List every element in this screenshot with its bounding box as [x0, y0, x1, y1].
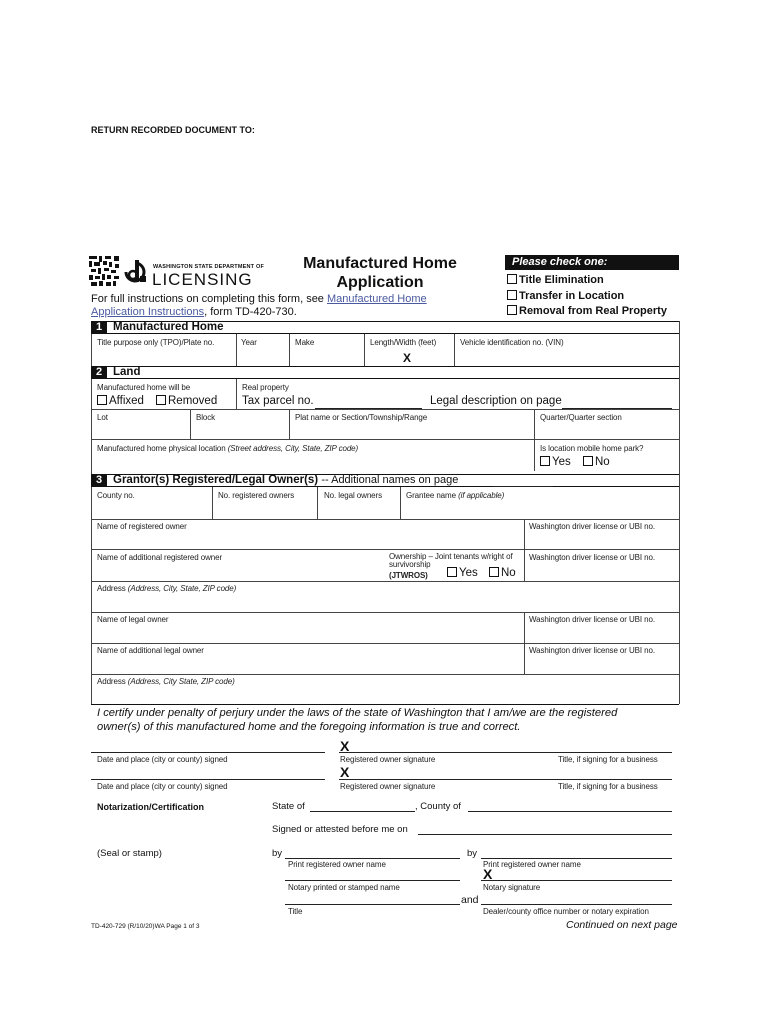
section1-title: Manufactured Home: [113, 321, 224, 333]
divider: [190, 409, 191, 439]
return-label: RETURN RECORDED DOCUMENT TO:: [91, 125, 255, 135]
agency-line2: LICENSING: [152, 270, 253, 289]
instructions-link1[interactable]: Manufactured Home: [326, 293, 427, 305]
date-place-line-2[interactable]: [91, 779, 325, 780]
field-length-width[interactable]: Length/Width (feet): [370, 338, 437, 347]
removed-label: Removed: [168, 395, 218, 407]
date-place-line-1[interactable]: [91, 752, 325, 753]
checkbox[interactable]: [489, 567, 499, 577]
checkbox[interactable]: [583, 456, 593, 466]
divider: [289, 409, 290, 439]
field-vin[interactable]: Vehicle identification no. (VIN): [460, 338, 564, 347]
certify-statement: I certify under penalty of perjury under the laws of the state of Washington that I am/we are the registered owner(s) of this manufactured home and the foregoing information is true and correct.: [97, 707, 618, 733]
address2-label: Address: [97, 677, 126, 686]
field-make[interactable]: Make: [295, 338, 315, 347]
jtwros-yes[interactable]: [447, 567, 478, 579]
print-name-line-1[interactable]: [285, 858, 460, 859]
divider: [91, 439, 679, 440]
county-field[interactable]: County no.: [97, 491, 135, 500]
form-id: TD-420-729 (R/10/20)WA Page 1 of 3: [91, 923, 200, 930]
by-label-1: by: [272, 848, 283, 859]
option-label: Transfer in Location: [519, 289, 625, 302]
option-removal-property[interactable]: [507, 304, 667, 320]
plat-field[interactable]: Plat name or Section/Township/Range: [295, 413, 428, 422]
instructions: [91, 293, 461, 319]
page-title: [260, 254, 500, 292]
park-question: Is location mobile home park?: [540, 444, 644, 453]
jtwros-no[interactable]: [489, 567, 516, 579]
affixed-label: Affixed: [109, 395, 144, 407]
divider: [454, 334, 455, 366]
divider: [91, 549, 679, 550]
divider: [534, 409, 535, 471]
date-place-label-2: Date and place (city or county) signed: [97, 782, 228, 791]
sig-x-2: X: [340, 764, 350, 780]
no-label: No: [501, 567, 516, 579]
sig-x-1: X: [340, 738, 350, 754]
state-of-label: State of: [272, 801, 305, 812]
ownership-label: Ownership – Joint tenants w/right of survivorship: [389, 552, 513, 569]
wdl-field-2[interactable]: Washington driver license or UBI no.: [529, 553, 655, 562]
title-business-label-2: Title, if signing for a business: [558, 782, 658, 791]
title-line[interactable]: [285, 904, 460, 905]
reg-sig-label-1: Registered owner signature: [340, 755, 436, 764]
signature-line-2[interactable]: [339, 779, 672, 780]
dol-seal-icon: [122, 258, 148, 286]
notary-sig-label: Notary signature: [483, 883, 541, 892]
option-transfer-location[interactable]: [507, 289, 667, 305]
divider: [236, 334, 237, 366]
no-label: No: [595, 456, 610, 468]
date-place-label-1: Date and place (city or county) signed: [97, 755, 228, 764]
check-one-options: [507, 273, 667, 320]
grantee-label: Grantee name: [406, 491, 456, 500]
divider: [289, 334, 290, 366]
title-label: Title: [288, 907, 303, 916]
addl-legal-owner-field[interactable]: Name of additional legal owner: [97, 646, 204, 655]
divider: [400, 487, 401, 520]
address-field-2[interactable]: [97, 677, 235, 686]
tax-parcel-label: Tax parcel no.: [242, 395, 314, 407]
location-hint: (Street address, City, State, ZIP code): [227, 444, 359, 453]
affixed-option[interactable]: [97, 395, 144, 407]
additional-page-line[interactable]: [493, 486, 553, 487]
instructions-prefix: For full instructions on completing this form, see: [91, 293, 327, 305]
field-tpo[interactable]: Title purpose only (TPO)/Plate no.: [97, 338, 215, 347]
quarter-field[interactable]: Quarter/Quarter section: [540, 413, 622, 422]
checkbox[interactable]: [540, 456, 550, 466]
grantee-hint: (if applicable): [458, 491, 505, 500]
signed-before-line[interactable]: [418, 834, 672, 835]
divider: [91, 519, 679, 520]
notary-heading: Notarization/Certification: [97, 802, 205, 812]
checkbox[interactable]: [507, 274, 517, 284]
dealer-label: Dealer/county office number or notary expiration: [483, 907, 649, 916]
signature-line-1[interactable]: [339, 752, 672, 753]
reg-owner-name-field[interactable]: Name of registered owner: [97, 522, 187, 531]
title-business-label-1: Title, if signing for a business: [558, 755, 658, 764]
x-mark: X: [403, 351, 412, 365]
legal-desc-label: Legal description on page: [430, 395, 562, 407]
notary-sig-line[interactable]: [481, 880, 672, 881]
park-yes[interactable]: [540, 456, 571, 468]
by-label-2: by: [467, 848, 478, 859]
and-label: and: [461, 894, 479, 906]
checkbox[interactable]: [507, 305, 517, 315]
park-no[interactable]: [583, 456, 610, 468]
address-hint: (Address, City, State, ZIP code): [127, 584, 237, 593]
section3-header: [91, 474, 679, 487]
option-label: Title Elimination: [519, 274, 604, 286]
divider: [91, 581, 679, 582]
block-field[interactable]: Block: [196, 413, 216, 422]
address2-hint: (Address, City State, ZIP code): [127, 677, 235, 686]
print-name-line-2[interactable]: [481, 858, 672, 859]
reg-sig-label-2: Registered owner signature: [340, 782, 436, 791]
section2-title: Land: [113, 366, 141, 378]
checkbox[interactable]: [156, 395, 166, 405]
section2-num: 2: [91, 366, 107, 379]
wdl-field-3[interactable]: Washington driver license or UBI no.: [529, 615, 655, 624]
legal-owners-field[interactable]: No. legal owners: [324, 491, 382, 500]
section3-title: [113, 474, 458, 487]
seal-label: (Seal or stamp): [97, 848, 162, 859]
section1-num: 1: [91, 321, 107, 334]
section3-additional: -- Additional names on page: [321, 474, 459, 486]
county-line[interactable]: [468, 811, 672, 812]
signed-before-label: Signed or attested before me on: [272, 824, 408, 835]
divider: [91, 612, 679, 613]
location-label: Manufactured home physical location: [97, 444, 226, 453]
frame-right: [679, 321, 680, 704]
location-field[interactable]: [97, 444, 358, 453]
real-property-label: Real property: [242, 383, 289, 392]
yes-label: Yes: [552, 456, 571, 468]
address-label: Address: [97, 584, 126, 593]
divider: [91, 643, 679, 644]
divider: [236, 379, 237, 409]
divider: [524, 519, 525, 581]
print-name-label-2: Print registered owner name: [483, 860, 581, 869]
section3-title-text: Grantor(s) Registered/Legal Owner(s): [113, 474, 319, 486]
divider: [212, 487, 213, 520]
option-title-elimination[interactable]: [507, 273, 667, 289]
option-label: Removal from Real Property: [519, 305, 667, 317]
divider: [364, 334, 365, 366]
qr-code-icon: [89, 256, 119, 286]
title-line2: Application: [336, 274, 424, 291]
notary-printed-label: Notary printed or stamped name: [288, 883, 400, 892]
notary-printed-line[interactable]: [285, 880, 460, 881]
addl-reg-owner-field[interactable]: Name of additional registered owner: [97, 553, 223, 562]
will-be-label: Manufactured home will be: [97, 383, 191, 392]
check-one-header: Please check one:: [505, 255, 679, 270]
divider: [91, 409, 679, 410]
field-year[interactable]: Year: [241, 338, 257, 347]
wdl-field-4[interactable]: Washington driver license or UBI no.: [529, 646, 655, 655]
checkbox[interactable]: [507, 290, 517, 300]
agency-line1: WASHINGTON STATE DEPARTMENT OF: [153, 264, 265, 270]
address-field-1[interactable]: [97, 584, 236, 593]
removed-option[interactable]: [156, 395, 217, 407]
section1-header: [91, 321, 679, 334]
instructions-link2[interactable]: Application Instructions: [91, 306, 205, 318]
divider: [317, 487, 318, 520]
divider: [91, 704, 679, 705]
continued-label: Continued on next page: [566, 919, 678, 931]
yes-label: Yes: [459, 567, 478, 579]
print-name-label-1: Print registered owner name: [288, 860, 386, 869]
notary-x: X: [483, 866, 493, 882]
section2-header: [91, 366, 679, 379]
checkbox[interactable]: [97, 395, 107, 405]
jtwros-label: (JTWROS): [389, 571, 428, 580]
legal-owner-name-field[interactable]: Name of legal owner: [97, 615, 169, 624]
dealer-line[interactable]: [481, 904, 672, 905]
grantee-field[interactable]: [406, 491, 504, 500]
section3-num: 3: [91, 474, 107, 487]
checkbox[interactable]: [447, 567, 457, 577]
divider: [91, 674, 679, 675]
reg-owners-field[interactable]: No. registered owners: [218, 491, 295, 500]
state-line[interactable]: [310, 811, 415, 812]
county-of-label: , County of: [415, 801, 461, 812]
lot-field[interactable]: Lot: [97, 413, 108, 422]
instructions-suffix: , form TD-420-730.: [204, 306, 297, 318]
title-line1: Manufactured Home: [303, 255, 457, 272]
wdl-field-1[interactable]: Washington driver license or UBI no.: [529, 522, 655, 531]
